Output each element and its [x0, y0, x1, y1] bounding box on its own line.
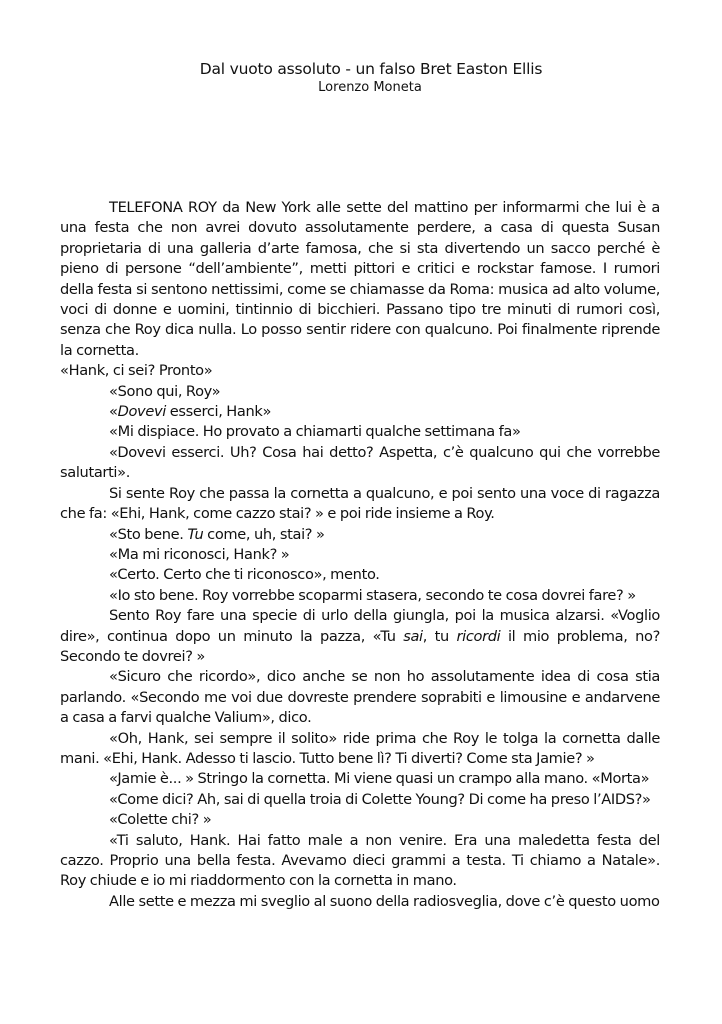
emphasis: ricordi [456, 627, 501, 645]
paragraph: Sento Roy fare una specie di urlo della giungla, poi la musica alzarsi. «Voglio dire», continua dopo un minuto la pazza, «Tu sai, tu ricordi il mio problema, no? Secondo te dovrei? » [60, 607, 660, 665]
paragraph: «Colette chi? » [109, 811, 212, 829]
paragraph: «Mi dispiace. Ho provato a chiamarti qualche settimana fa» [109, 423, 521, 441]
paragraph: «Io sto bene. Roy vorrebbe scoparmi stasera, secondo te cosa dovrei fare? » [109, 586, 636, 604]
paragraph [60, 361, 660, 381]
emphasis: Tu [187, 525, 204, 543]
paragraph: «Sto bene. Tu come, uh, stai? » [109, 525, 325, 543]
story-body [60, 198, 660, 912]
paragraph: «Come dici? Ah, sai di quella troia di Colette Young? Di come ha preso l’AIDS?» [109, 790, 651, 808]
paragraph [60, 198, 660, 361]
paragraph: «Ma mi riconosci, Hank? » [109, 545, 290, 563]
paragraph-text: «Hank, ci sei? Pronto» [60, 362, 213, 380]
paragraph: Alle sette e mezza mi sveglio al suono della radiosveglia, dove c’è questo uomo [109, 892, 660, 910]
paragraph: «Certo. Certo che ti riconosco», mento. [109, 566, 380, 584]
document-title: Dal vuoto assoluto - un falso Bret Easton Ellis [199, 60, 543, 78]
paragraph: «Ti saluto, Hank. Hai fatto male a non venire. Era una maledetta festa del cazzo. Proprio una bella festa. Avevamo dieci grammi a testa. Ti chiamo a Natale». Roy chiude e io mi riaddormento con la cornetta in mano. [60, 831, 660, 890]
paragraph: «Dovevi esserci, Hank» [109, 403, 272, 421]
paragraph: «Jamie è... » Stringo la cornetta. Mi viene quasi un crampo alla mano. «Morta» [109, 770, 650, 788]
paragraph: «Sono qui, Roy» [109, 382, 221, 400]
paragraph-text: TELEFONA ROY da New York alle sette del mattino per informarmi che lui è a una festa che non avrei dovuto assolutamente perdere, a casa di questa Susan proprietaria di una galleria d’arte famosa, che si sta divertendo un sacco perché è pieno di persone “dell’ambiente”, metti pittori e critici e rockstar famose. I rumori della festa si sentono nettissimi, come se chiamasse da Roma: musica ad alto volume, voci di donne e uomini, tintinnio di bicchieri. Passano tipo tre minuti di rumori così, senza che Roy dica nulla. Lo posso sentir ridere con qualcuno. Poi finalmente riprende la cornetta. [60, 199, 660, 359]
paragraph: «Dovevi esserci. Uh? Cosa hai detto? Aspetta, c’è qualcuno qui che vorrebbe salutarti». [60, 443, 660, 482]
paragraph: «Sicuro che ricordo», dico anche se non ho assolutamente idea di cosa stia parlando. «Secondo me voi due dovreste prendere soprabiti e limousine e andarvene a casa a farvi qualche Valium», dico. [60, 668, 660, 727]
document-author: Lorenzo Moneta [318, 80, 422, 95]
emphasis: sai [403, 627, 423, 645]
paragraph: «Oh, Hank, sei sempre il solito» ride prima che Roy le tolga la cornetta dalle mani. «Ehi, Hank. Adesso ti lascio. Tutto bene lì? Ti diverti? Come sta Jamie? » [60, 729, 660, 767]
paragraph: Si sente Roy che passa la cornetta a qualcuno, e poi sento una voce di ragazza che fa: «Ehi, Hank, come cazzo stai? » e poi ride insieme a Roy. [60, 484, 660, 523]
emphasis: Dovevi [117, 403, 166, 421]
